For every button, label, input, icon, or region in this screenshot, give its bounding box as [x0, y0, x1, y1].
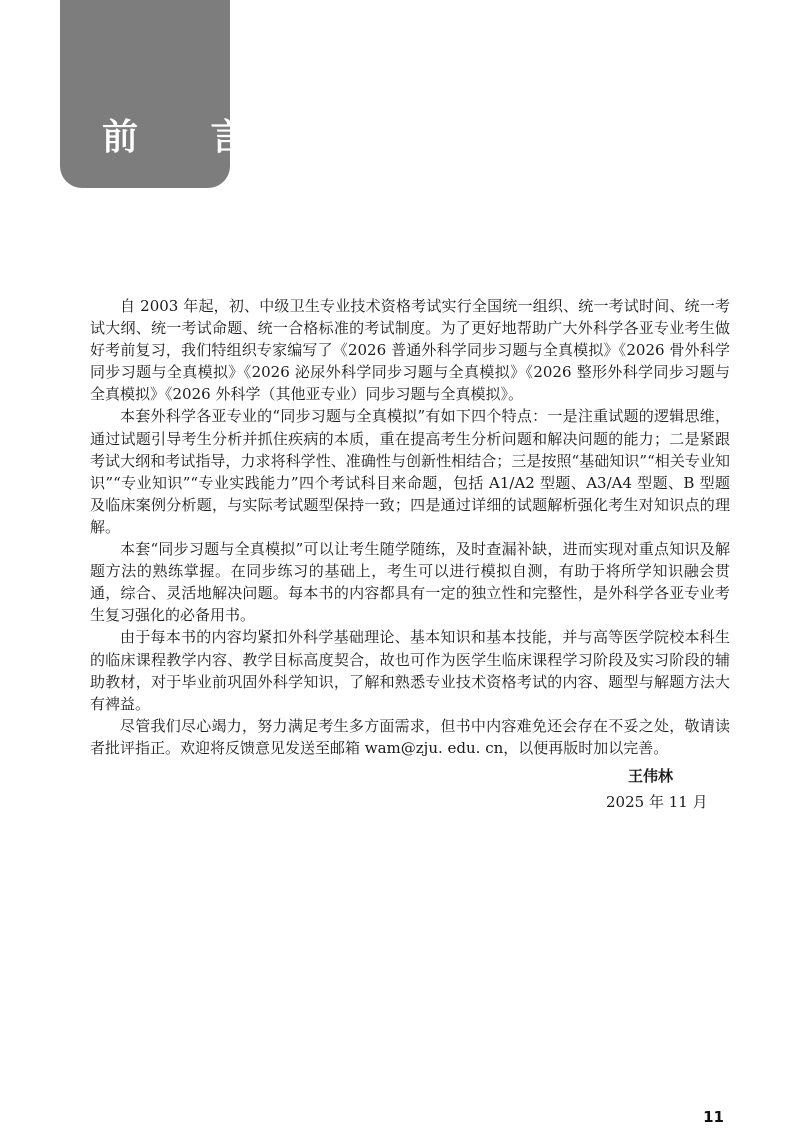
signature-date: 2025 年 11 月 [606, 793, 708, 811]
chapter-header-tab [60, 0, 230, 188]
paragraph-2: 本套外科学各亚专业的“同步习题与全真模拟”有如下四个特点：一是注重试题的逻辑思维，通过试题引导考生分析并抓住疾病的本质，重在提高考生分析问题和解决问题的能力；二是紧跟考试大纲和考试指导，力求将科学性、准确性与创新性相结合；三是按照“基础知识”“相关专业知识”“专业知识”“专业实践能力”四个考试科目来命题，包括 A1/A2 型题、A3/A4 型题、B 型题及临床案例分析题，与实际考试题型保持一致；四是通过详细的试题解析强化考生对知识点的理解。 [90, 407, 730, 536]
paragraph-5: 尽管我们尽心竭力，努力满足考生多方面需求，但书中内容难免还会存在不妥之处，敬请读者批评指正。欢迎将反馈意见发送至邮箱 wam@zju. edu. cn，以便再版时加以完善。 [90, 716, 730, 757]
paragraph-3: 本套“同步习题与全真模拟”可以让考生随学随练，及时查漏补缺，进而实现对重点知识及解题方法的熟练掌握。在同步练习的基础上，考生可以进行模拟自测，有助于将所学知识融会贯通，综合、灵活地解决问题。每本书的内容都具有一定的独立性和完整性，是外科学各亚专业考生复习强化的必备用书。 [90, 540, 730, 625]
preface-body [90, 295, 730, 759]
page-number: 11 [703, 1108, 724, 1126]
paragraph-4: 由于每本书的内容均紧扣外科学基础理论、基本知识和基本技能，并与高等医学院校本科生的临床课程教学内容、教学目标高度契合，故也可作为医学生临床课程学习阶段及实习阶段的辅助教材，对于毕业前巩固外科学知识，了解和熟悉专业技术资格考试的内容、题型与解题方法大有裨益。 [90, 628, 730, 713]
author-name: 王伟林 [628, 767, 674, 785]
chapter-title: 前 言 [102, 117, 277, 158]
paragraph-1: 自 2003 年起，初、中级卫生专业技术资格考试实行全国统一组织、统一考试时间、统一考试大纲、统一考试命题、统一合格标准的考试制度。为了更好地帮助广大外科学各亚专业考生做好考前复习，我们特组织专家编写了《2026 普通外科学同步习题与全真模拟》《2026 骨外科学同步习题与全真模拟》《2026 泌尿外科学同步习题与全真模拟》《2026 整形外科学同步习题与全真模拟》《2026 外科学（其他亚专业）同步习题与全真模拟》。 [90, 297, 730, 404]
